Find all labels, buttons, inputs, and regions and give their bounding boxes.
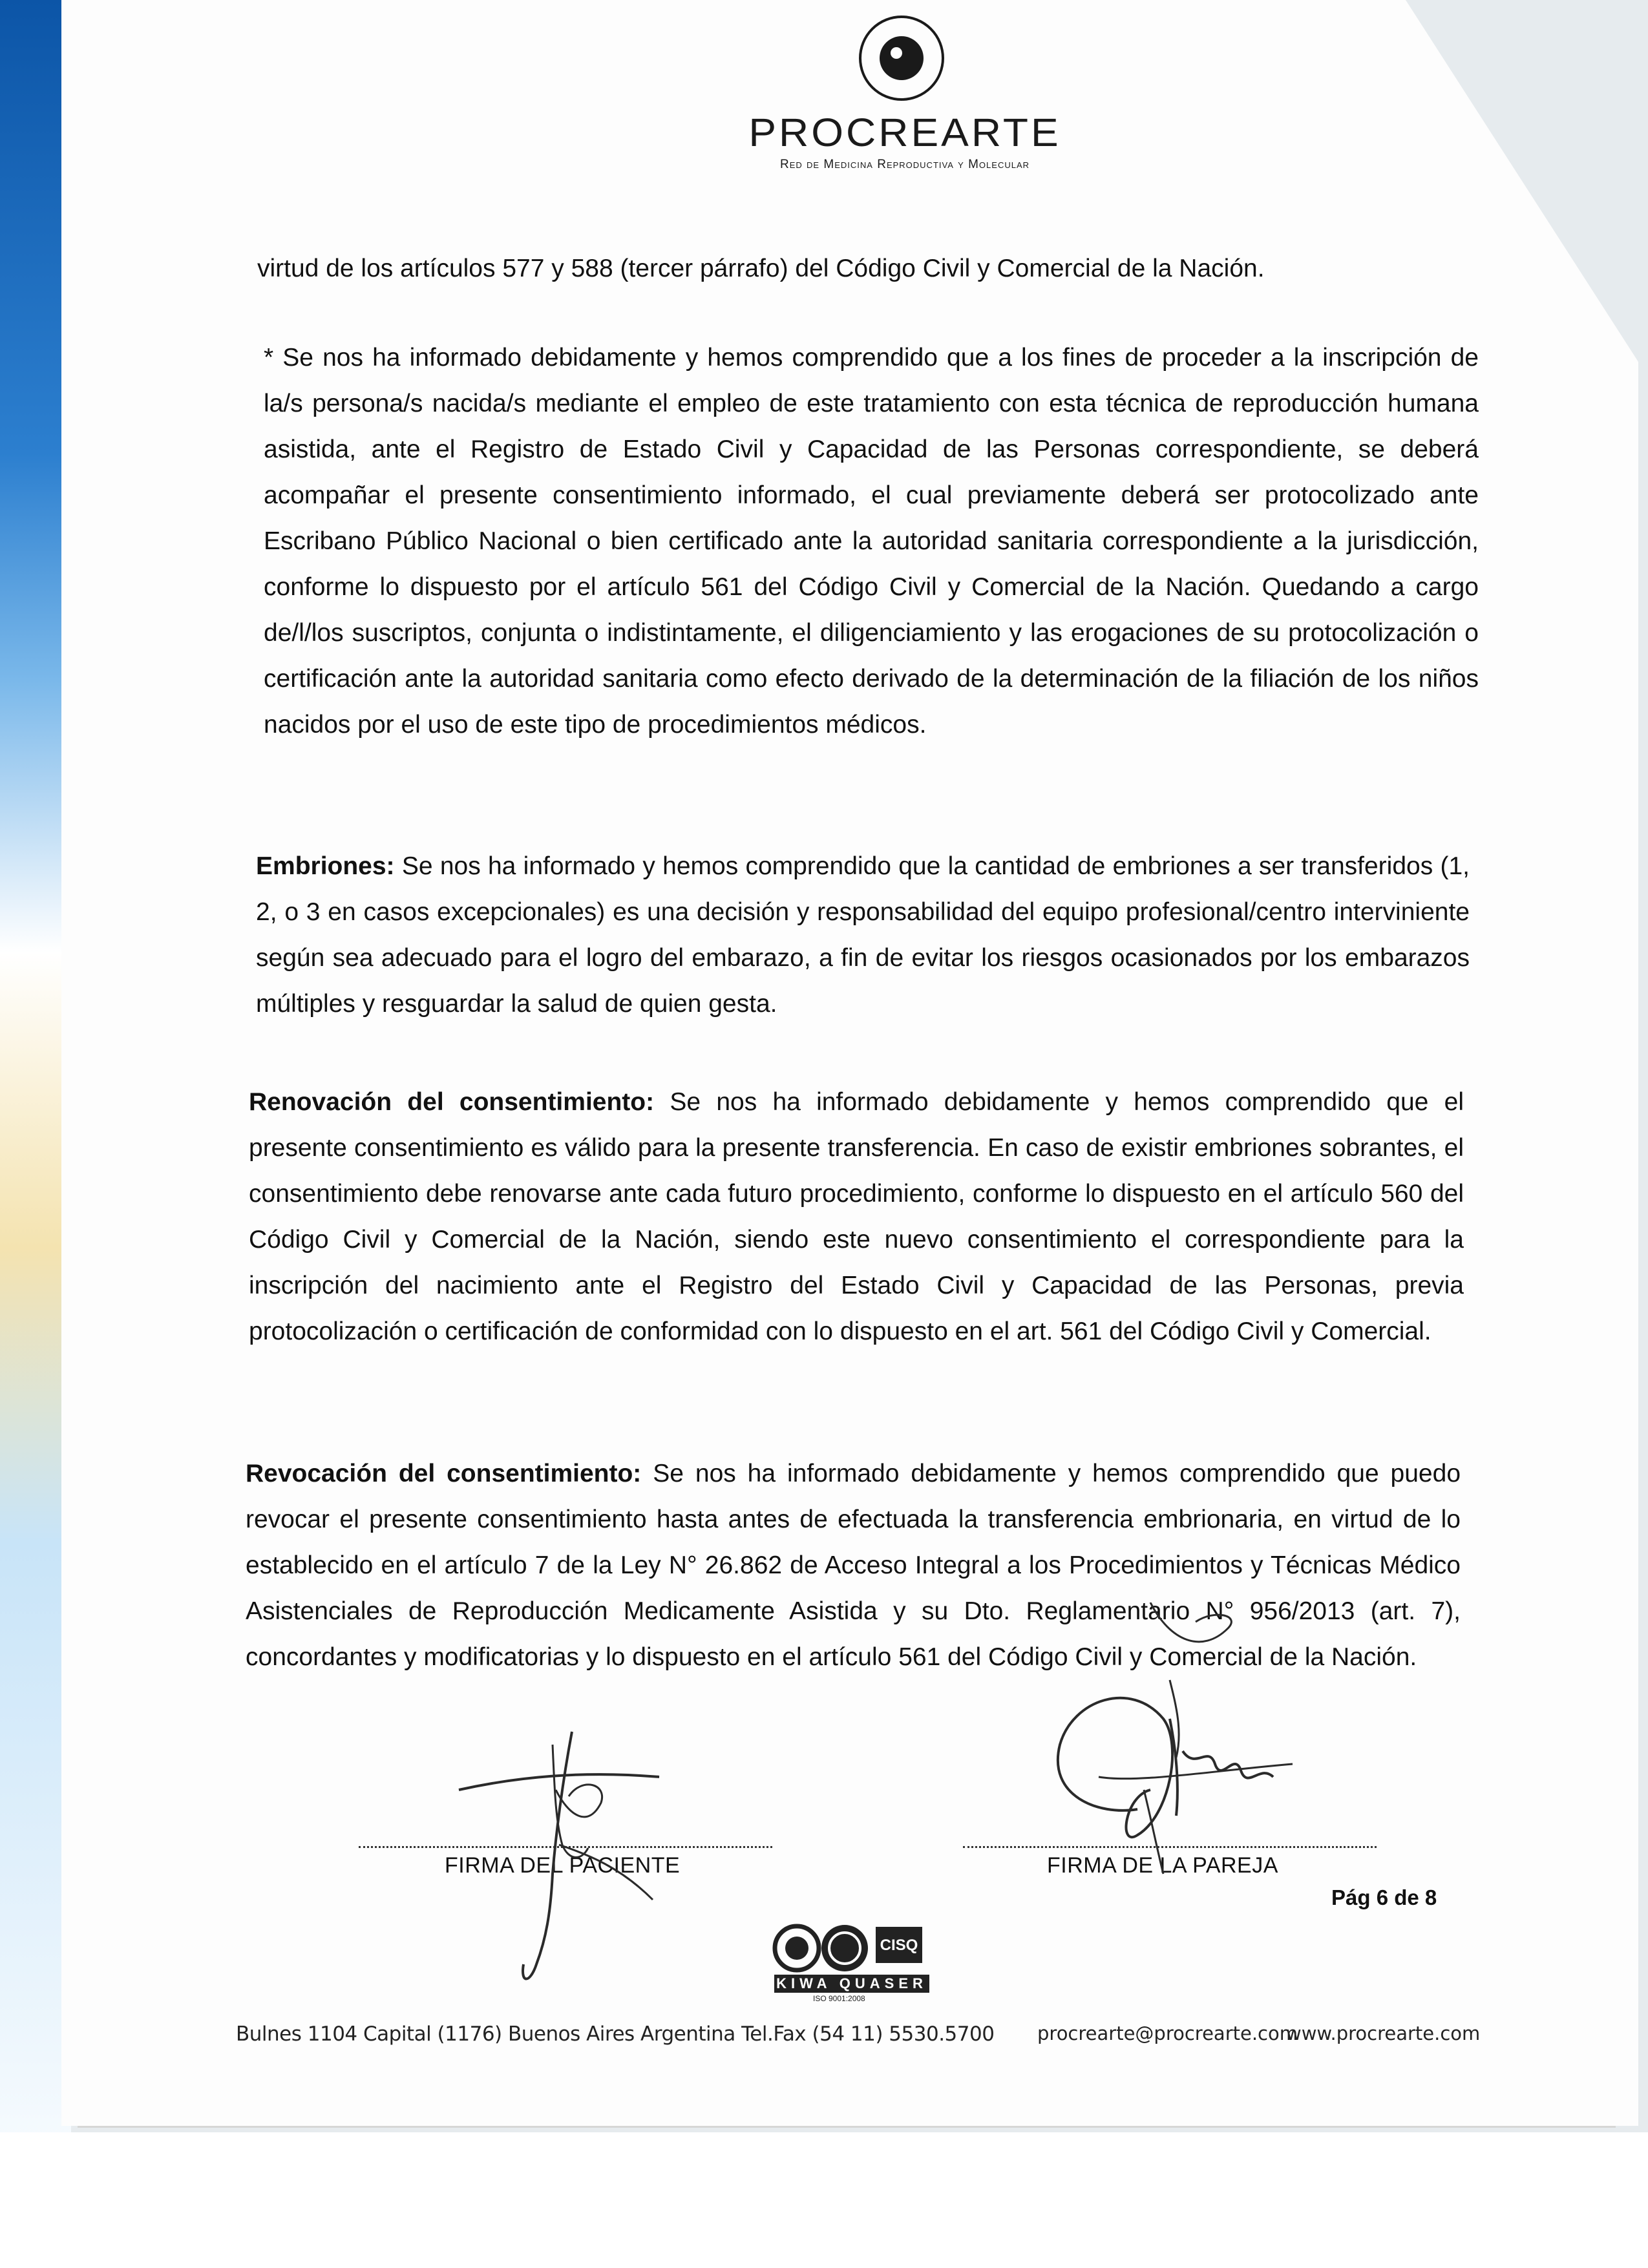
paragraph-text: Se nos ha informado y hemos comprendido que la cantidad de embriones a ser transferidos (1, 2, o 3 en casos excepcionales) es una decisión y responsabilidad del equipo profesional/centro interviniente según sea adecuado para el logro del embarazo, a fin de evitar los riesgos ocasionados por los embarazos múltiples y resguardar la salud de quien gesta. bbox=[256, 852, 1470, 1018]
brand-subtitle: Red de Medicina Reproductiva y Molecular bbox=[779, 158, 1030, 171]
footer-address: Bulnes 1104 Capital (1176) Buenos Aires Argentina Tel.Fax (54 11) 5530.5700 bbox=[236, 2022, 995, 2046]
procrearte-logo-icon bbox=[856, 13, 947, 103]
paragraph-text: virtud de los artículos 577 y 588 (tercer párrafo) del Código Civil y Comercial de la Nación. bbox=[257, 255, 1265, 282]
paragraph-text: Se nos ha informado debidamente y hemos comprendido que puedo revocar el presente consentimiento hasta antes de efectuada la transferencia embrionaria, en virtud de lo establecido en el artículo 7 de la Ley N° 26.862 de Acceso Integral a los Procedimientos y Técnicas Médico Asistenciales de Reproducción Medicamente Asistida y su Dto. Reglamentario N° 956/2013 (art. 7), concordantes y modificatorias y lo dispuesto en el artículo 561 del Código Civil y Comercial de la Nación. bbox=[246, 1460, 1461, 1671]
paragraph-renovacion bbox=[249, 1079, 1464, 1354]
certification-iso: ISO 9001:2008 bbox=[813, 1994, 865, 2003]
paragraph-continuation bbox=[257, 246, 1466, 291]
letterhead bbox=[0, 0, 1648, 194]
cisq-mark-label: CISQ bbox=[880, 1937, 918, 1954]
footer-email: procrearte@procrearte.com bbox=[1037, 2022, 1298, 2044]
scanner-edge bbox=[0, 0, 71, 2268]
page-number: Pág 6 de 8 bbox=[1331, 1885, 1437, 1909]
paragraph-text: * Se nos ha informado debidamente y hemos comprendido que a los fines de proceder a la inscripción de la/s persona/s nacida/s mediante el empleo de este tratamiento con esta técnica de reproducción humana asistida, ante el Registro de Estado Civil y Capacidad de las Personas correspondiente, se deberá acompañar el presente consentimiento informado, el cual previamente deberá ser protocolizado ante Escribano Público Nacional o bien certificado ante la autoridad sanitaria correspondiente a la jurisdicción, conforme lo dispuesto por el artículo 561 del Código Civil y Comercial de la Nación. Quedando a cargo de/l/los suscriptos, conjunta o indistintamente, el diligenciamiento y las erogaciones de su protocolización o certificación ante la autoridad sanitaria como efecto derivado de la determinación de la filiación de los niños nacidos por el uso de este tipo de procedimientos médicos. bbox=[264, 344, 1479, 739]
patient-signature-label: FIRMA DEL PACIENTE bbox=[445, 1853, 681, 1878]
document-page bbox=[61, 0, 1638, 2126]
paragraph-heading: Embriones: bbox=[256, 852, 395, 880]
paragraph-inscription bbox=[264, 335, 1479, 748]
paragraph-heading: Revocación del consentimiento: bbox=[246, 1460, 642, 1487]
certification-body-label: KIWA QUASER bbox=[774, 1975, 929, 1993]
partner-signature-icon bbox=[1021, 1602, 1318, 1887]
footer-website: www.procrearte.com bbox=[1286, 2022, 1481, 2044]
paragraph-embriones bbox=[256, 843, 1470, 1027]
scanner-bed-bottom bbox=[0, 2132, 1648, 2268]
paragraph-heading: Renovación del consentimiento: bbox=[249, 1088, 655, 1116]
paragraph-text: Se nos ha informado debidamente y hemos comprendido que el presente consentimiento es válido para la presente transferencia. En caso de existir embriones sobrantes, el consentimiento debe renovarse ante cada futuro procedimiento, conforme lo dispuesto en el artículo 560 del Código Civil y Comercial de la Nación, siendo este nuevo consentimiento el correspondiente para la inscripción del nacimiento ante el Registro del Estado Civil y Capacidad de las Personas, previa protocolización o certificación de conformidad con lo dispuesto en el art. 561 del Código Civil y Comercial. bbox=[249, 1088, 1464, 1345]
certification-marks-icon bbox=[772, 1919, 934, 1977]
partner-signature-label: FIRMA DE LA PAREJA bbox=[1047, 1853, 1278, 1878]
brand-name: PROCREARTE bbox=[748, 110, 1061, 155]
patient-signature-icon bbox=[439, 1706, 685, 1990]
